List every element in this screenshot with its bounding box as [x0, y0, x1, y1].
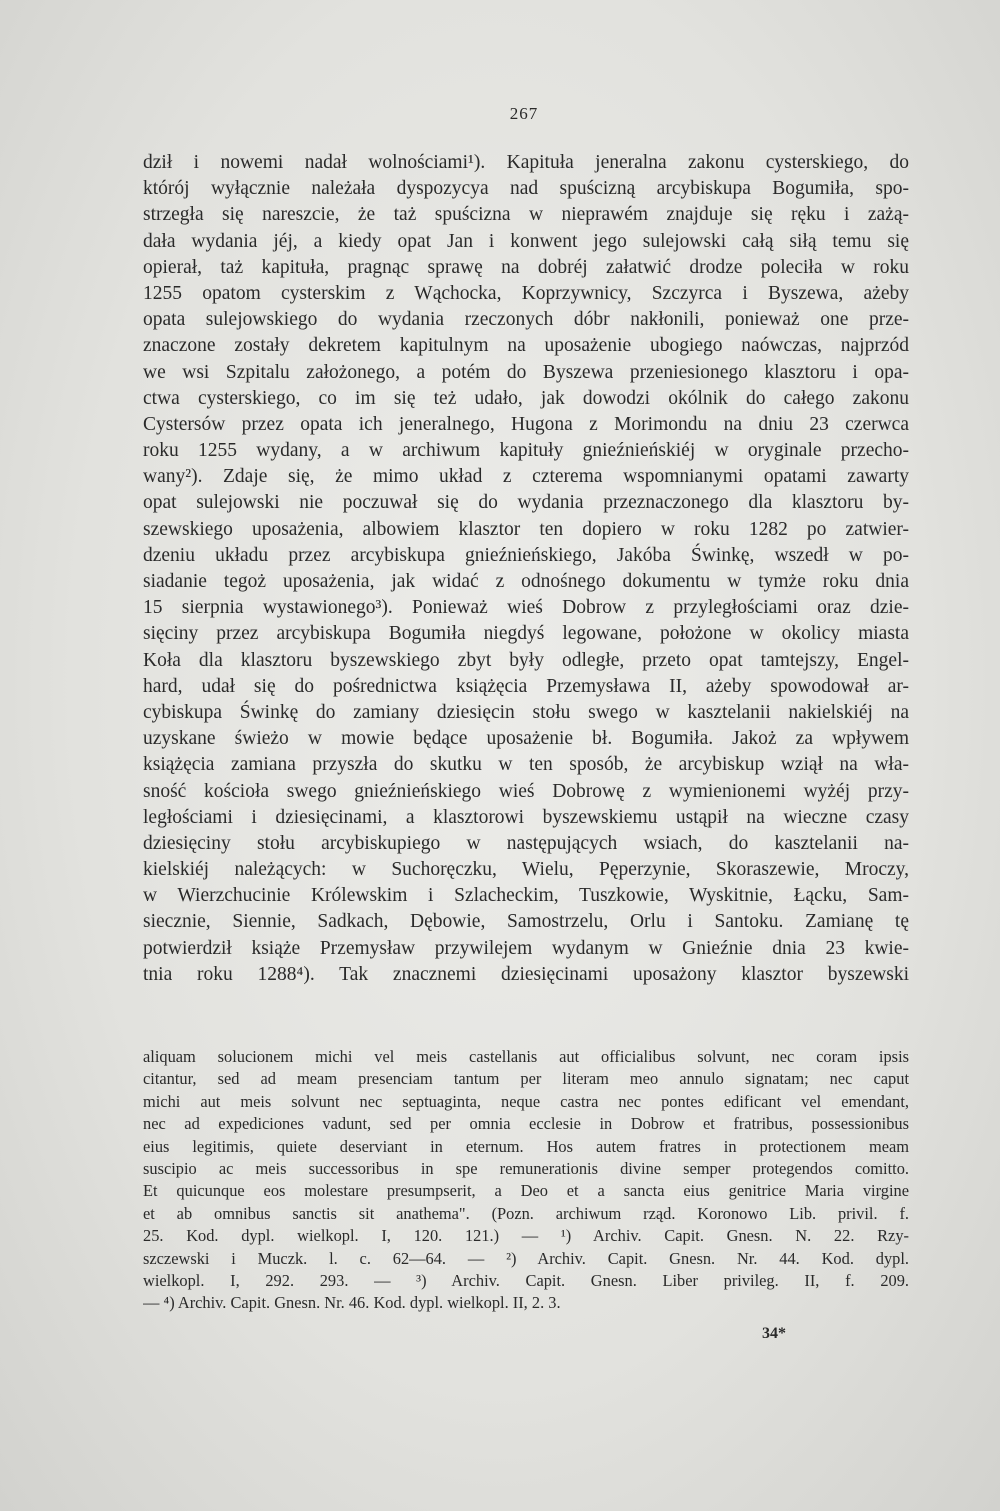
text-line: kielskiéj należących: w Suchoręczku, Wielu, Pęperzynie, Skoraszewie, Mroczy, [143, 859, 909, 881]
footnote-line: 25. Kod. dypl. wielkopl. I, 120. 121.) — ¹) Archiv. Capit. Gnesn. N. 22. Rzy- [143, 1226, 909, 1246]
text-line: którój wyłącznie należała dyspozycya nad spuścizną arcybiskupa Bogumiła, spo- [143, 178, 909, 200]
text-line: siadanie tegoż uposażenia, jak widać z odnośnego dokumentu w tymże roku dnia [143, 571, 909, 592]
footnotes-block [143, 1046, 909, 1315]
text-line: roku 1255 wydany, a w archiwum kapituły gnieźnieńskiéj w oryginale przecho- [143, 440, 909, 462]
text-line: uzyskane świeżo w mowie będące uposażenie bł. Bogumiła. Jakoż za wpływem [143, 728, 909, 750]
footnote-line: — ⁴) Archiv. Capit. Gnesn. Nr. 46. Kod. dypl. wielkopl. II, 2. 3. [143, 1293, 561, 1313]
footnote-line: wielkopl. I, 292. 293. — ³) Archiv. Capit. Gnesn. Liber privileg. II, f. 209. [143, 1270, 909, 1290]
text-line: 15 sierpnia wystawionego³). Ponieważ wieś Dobrow z przyległościami oraz dzie- [143, 597, 909, 619]
text-line: Cystersów przez opata ich jeneralnego, Hugona z Morimondu na dniu 23 czerwca [143, 413, 909, 435]
text-line: opat sulejowski nie poczuwał się do wydania przeznaczonego dla klasztoru by- [143, 492, 909, 514]
text-line: książęcia zamiana przyszła do skutku w ten sposób, że arcybiskup wziął na wła- [143, 754, 909, 776]
page-number: 267 [509, 104, 539, 123]
text-line: siecznie, Siennie, Sadkach, Dębowie, Samostrzelu, Orlu i Santoku. Zamianę tę [143, 911, 909, 933]
text-line: hard, udał się do pośrednictwa książęcia Przemysława II, ażeby spowodował ar- [143, 675, 909, 697]
text-line: cybiskupa Świnkę do zamiany dziesięcin stołu swego w kasztelanii nakielskiéj na [143, 701, 909, 723]
text-line: sność kościoła swego gnieźnieńskiego wieś Dobrowę z wymienionemi wyżéj przy- [143, 780, 909, 802]
text-line: dziesięciny stołu arcybiskupiego w następujących wsiach, do kasztelanii na- [143, 832, 909, 854]
signature-mark: 34* [762, 1325, 786, 1342]
text-line: potwierdził książe Przemysław przywilejem wydanym w Gnieźnie dnia 23 kwie- [143, 937, 909, 959]
text-line: dała wydania jéj, a kiedy opat Jan i konwent jego sulejowski całą siłą temu się [143, 230, 909, 252]
text-line: w Wierzchucinie Królewskim i Szlacheckim, Tuszkowie, Wyskitnie, Łącku, Sam- [143, 885, 909, 907]
text-line: we wsi Szpitalu założonego, a potém do Byszewa przeniesionego klasztoru i opa- [143, 361, 909, 383]
footnote-line: Et quicunque eos molestare presumpserit, a Deo et a sancta eius genitrice Maria virgine [143, 1181, 909, 1201]
text-line: opierał, taż kapituła, pragnąc sprawę na dobréj załatwić drodze poleciła w roku [143, 256, 909, 278]
footnote-line: aliquam solucionem michi vel meis castellanis aut officialibus solvunt, nec coram ipsis [143, 1047, 909, 1066]
text-line: ctwa cysterskiego, co im się też udało, jak dowodzi okólnik do całego zakonu [143, 387, 909, 409]
footnote-line: et ab omnibus sanctis sit anathema". (Pozn. archiwum rząd. Koronowo Lib. privil. f. [143, 1203, 909, 1223]
footnote-line: citantur, sed ad meam presenciam tantum per literam meo annulo signatam; nec caput [143, 1069, 909, 1089]
text-line: szewskiego uposażenia, albowiem klasztor ten dopiero w roku 1282 po zatwier- [143, 518, 909, 540]
footnote-line: szczewski i Muczk. l. c. 62—64. — ²) Archiv. Capit. Gnesn. Nr. 44. Kod. dypl. [143, 1248, 909, 1268]
main-text-block [143, 150, 909, 988]
text-line: ległościami i dziesięcinami, a klasztorowi byszewskiemu ustąpił na wieczne czasy [143, 806, 909, 828]
text-line: Koła dla klasztoru byszewskiego zbyt były odległe, przeto opat tamtejszy, Engel- [143, 649, 909, 671]
text-line: znaczone zostały dekretem kapitulnym na uposażenie ubogiego naówczas, najprzód [143, 335, 909, 357]
text-line: opata sulejowskiego do wydania rzeczonych dóbr nakłonili, ponieważ one prze- [143, 309, 909, 331]
text-line: 1255 opatom cysterskim z Wąchocka, Koprzywnicy, Szczyrca i Byszewa, ażeby [143, 282, 909, 304]
footnote-line: suscipio ac meis successoribus in spe remunerationis divine semper protegendos comitto. [143, 1158, 909, 1178]
text-line: dzeniu układu przez arcybiskupa gnieźnieńskiego, Jakóba Świnkę, wszedł w po- [143, 544, 909, 566]
footnote-line: michi aut meis solvunt nec septuaginta, neque castra nec pontes edificant vel emendant, [143, 1091, 909, 1111]
text-line: sięciny przez arcybiskupa Bogumiła niegdyś legowane, położone w okolicy miasta [143, 623, 909, 645]
text-line: wany²). Zdaje się, że mimo układ z czterema wspomnianymi opatami zawarty [143, 466, 909, 488]
footnote-line: eius legitimis, quiete deserviant in eternum. Hos autem fratres in protectionem meam [143, 1136, 909, 1156]
text-line: strzegła się nareszcie, że taż spuścizna w nieprawém znajduje się ręku i zażą- [143, 204, 909, 226]
text-line: dził i nowemi nadał wolnościami¹). Kapituła jeneralna zakonu cysterskiego, do [143, 152, 909, 173]
text-line: tnia roku 1288⁴). Tak znacznemi dziesięcinami uposażony klasztor byszewski [143, 963, 909, 985]
footnote-line: nec ad expediciones vadunt, sed per omnia ecclesie in Dobrow et fratribus, possessionibus [143, 1114, 909, 1134]
